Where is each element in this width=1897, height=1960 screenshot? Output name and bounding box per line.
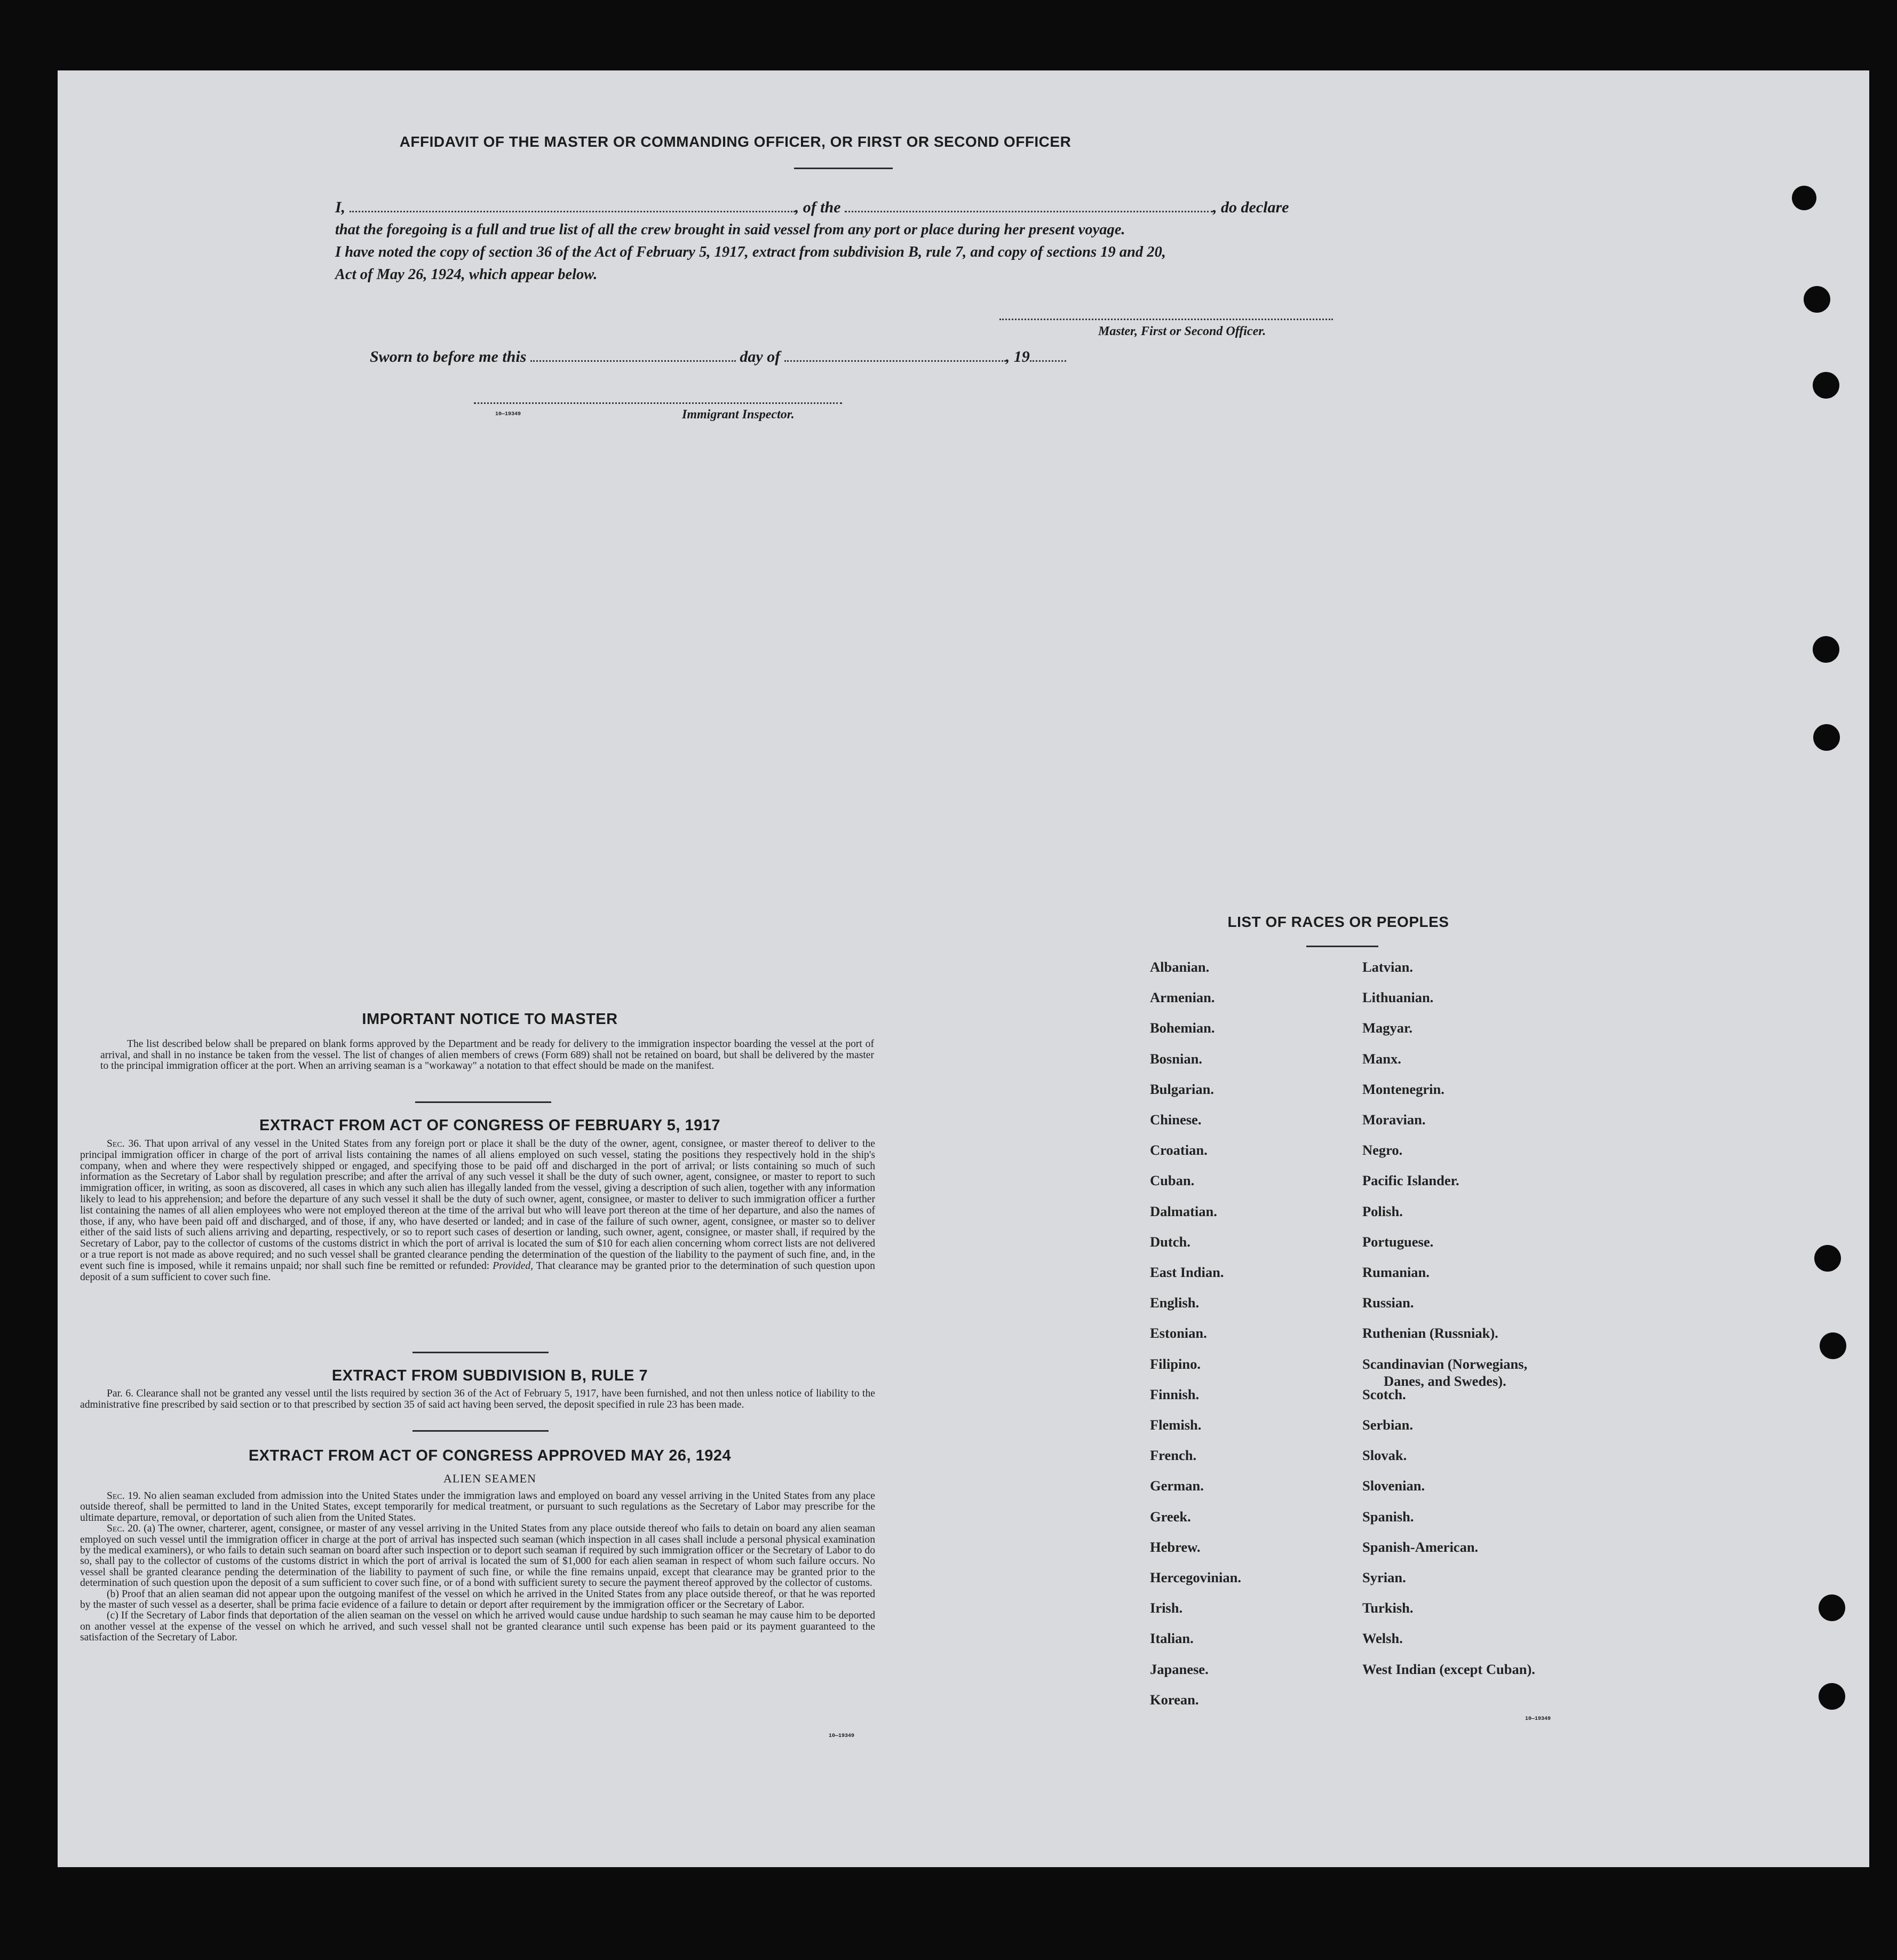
- day-blank: [530, 360, 736, 362]
- race-item: German.: [1150, 1478, 1204, 1494]
- race-item: Lithuanian.: [1362, 989, 1434, 1005]
- race-item: Scandinavian (Norwegians,: [1362, 1356, 1528, 1372]
- race-item: Japanese.: [1150, 1661, 1209, 1677]
- race-item: Latvian.: [1362, 959, 1413, 975]
- sec36-text: That upon arrival of any vessel in the United States from any foreign port or place it shall be the duty of the owner, agent, consignee, or master thereof to deliver to the principal immigration officer in charge of the port of arrival lists containing the names of all aliens employed on such vessel, stating the positions they respectively hold in the ship's company, when and where they were respectively shipped or engaged, and specifying those to be paid off and discharged in the port of arrival; or lists containing so much of such information as the Secretary of Labor shall by regulation prescribe; and after the arrival of any such vessel it shall be the duty of such owner, agent, consignee, or master to report to such immigration officer, in writing, as soon as discovered, all cases in which any such alien has illegally landed from the vessel, giving a description of such alien, together with any information likely to lead to his apprehension; and before the departure of any such vessel it shall be the duty of such owner, agent, consignee, or master to deliver to such immigration officer a further list containing the names of all alien employees who were not employed thereon at the time of the arrival but who will leave port thereon at the time of her departure, and also the names of those, if any, who have been paid off and discharged, and of those, if any, who have deserted or landed; and in case of the failure of such owner, agent, consignee, or master so to deliver either of the said lists of such aliens arriving and departing, respectively, or so to report such cases of desertion or landing, such owner, agent, consignee, or master shall, if required by the Secretary of Labor, pay to the collector of customs of the customs district in which the port of arrival is located the sum of $10 for each alien concerning whom correct lists are not delivered or a true report is not made as above required; and no such vessel shall be granted clearance pending the determination of the question of the liability to the payment of such fine, and, in the event such fine is imposed, while it remains unpaid; nor shall such fine be remitted or refunded:: [80, 1138, 876, 1272]
- rule-1917: [412, 1352, 549, 1353]
- race-item: Chinese.: [1150, 1112, 1202, 1128]
- notice-text: The list described below shall be prepared on blank forms approved by the Department and be ready for delivery to the immigration inspector boarding the vessel at the port of arrival, and shall in no instance be taken from the vessel. The list of changes of alien members of crews (Form 689) shall not be retained on board, but shall be delivered by the master to the principal immigration officer at the port. When an arriving seaman is a "workaway" a notation to that effect should be made on the manifest.: [100, 1038, 874, 1072]
- sworn-line: [370, 348, 1066, 366]
- race-item: Polish.: [1362, 1203, 1403, 1219]
- signature-line: [999, 319, 1333, 320]
- race-item: Dalmatian.: [1150, 1203, 1217, 1219]
- affidavit-i: I,: [335, 199, 346, 216]
- race-item: Bulgarian.: [1150, 1081, 1215, 1097]
- title-rule: [794, 168, 893, 169]
- signature-caption: Master, First or Second Officer.: [1098, 324, 1266, 338]
- rule-rule7: [412, 1430, 549, 1432]
- inspector-caption: Immigrant Inspector.: [682, 408, 795, 422]
- extract-1924-title: EXTRACT FROM ACT OF CONGRESS APPROVED MAY 26, 1924: [248, 1447, 732, 1464]
- extract-rule7-title: EXTRACT FROM SUBDIVISION B, RULE 7: [331, 1367, 648, 1384]
- year-prefix: , 19: [1005, 348, 1030, 366]
- extract-1917-body: [80, 1139, 875, 1283]
- affidavit-line-3: I have noted the copy of section 36 of the Act of February 5, 1917, extract from subdivision B, rule 7, and copy of sections 19 and 20,: [335, 244, 1166, 260]
- notice-title: IMPORTANT NOTICE TO MASTER: [362, 1011, 618, 1028]
- binder-hole: [1813, 636, 1839, 663]
- races-rule: [1306, 946, 1378, 947]
- extract-rule7-body: [80, 1388, 875, 1411]
- race-item: Italian.: [1150, 1630, 1194, 1646]
- sworn-before: Sworn to before me this: [370, 348, 527, 366]
- binder-hole: [1792, 186, 1816, 210]
- day-of: day of: [740, 348, 781, 366]
- race-item: Magyar.: [1362, 1020, 1412, 1036]
- name-blank: [350, 211, 795, 212]
- affidavit-line-2: that the foregoing is a full and true list of all the crew brought in said vessel from any port or place during her present voyage.: [335, 221, 1125, 238]
- race-item: Montenegrin.: [1362, 1081, 1444, 1097]
- extract-1917-title: EXTRACT FROM ACT OF CONGRESS OF FEBRUARY 5, 1917: [259, 1117, 721, 1134]
- race-item: Finnish.: [1150, 1386, 1200, 1402]
- race-item: Slovak.: [1362, 1447, 1407, 1463]
- binder-hole: [1819, 1594, 1845, 1621]
- race-item: Albanian.: [1150, 959, 1210, 975]
- race-item: Ruthenian (Russniak).: [1362, 1325, 1498, 1341]
- race-item: Estonian.: [1150, 1325, 1207, 1341]
- binder-hole: [1814, 1245, 1841, 1272]
- sec20b-text: (b) Proof that an alien seaman did not appear upon the outgoing manifest of the vessel on which he arrived in the United States from any place outside thereof, or that he was reported by the master of such vessel as a deserter, shall be prima facie evidence of a failure to detain or deport after requirement by the immigration officer or the Secretary of Labor.: [80, 1588, 875, 1611]
- race-item: Moravian.: [1362, 1112, 1426, 1128]
- sec36-label: Sec. 36.: [107, 1138, 141, 1149]
- proviso-word: Provided,: [493, 1260, 534, 1272]
- race-item: Spanish-American.: [1362, 1539, 1479, 1555]
- race-item: Cuban.: [1150, 1172, 1195, 1188]
- race-item: Portuguese.: [1362, 1234, 1434, 1250]
- race-item: Bosnian.: [1150, 1051, 1202, 1067]
- race-item: Flemish.: [1150, 1417, 1202, 1433]
- binder-hole: [1820, 1332, 1846, 1359]
- rule7-text: Par. 6. Clearance shall not be granted any vessel until the lists required by section 36 of the Act of February 5, 1917, have been furnished, and not then unless notice of liability to the administrative fine prescribed by said section or to that prescribed by section 35 of said act having been served, the deposit specified in rule 23 has been made.: [80, 1388, 875, 1410]
- vessel-blank: [845, 211, 1213, 212]
- race-item: Rumanian.: [1362, 1264, 1430, 1280]
- race-item: French.: [1150, 1447, 1197, 1463]
- sec36-text-end: That clearance may be granted prior to the determination of such question upon deposit of a sum sufficient to cover such fine.: [80, 1260, 875, 1283]
- affidavit-form-number: 10—19349: [495, 411, 521, 417]
- race-item: Spanish.: [1362, 1509, 1414, 1525]
- affidavit-of-the: , of the: [795, 199, 841, 216]
- race-item: Hercegovinian.: [1150, 1569, 1242, 1585]
- race-item: Danes, and Swedes).: [1384, 1373, 1506, 1389]
- affidavit-title: AFFIDAVIT OF THE MASTER OR COMMANDING OFFICER, OR FIRST OR SECOND OFFICER: [399, 133, 1071, 150]
- sec20c-text: (c) If the Secretary of Labor finds that deportation of the alien seaman on the vessel on which he arrived would cause undue hardship to such seaman he may cause him to be deported on another vessel at the expense of the vessel on which he arrived, and such vessel shall not be granted clearance until such expense has been paid or its payment guaranteed to the satisfaction of the Secretary of Labor.: [80, 1610, 875, 1644]
- sec20-label: Sec. 20.: [107, 1523, 141, 1535]
- races-form-number: 10—19349: [1525, 1716, 1551, 1722]
- document-page: [58, 70, 1869, 1867]
- race-item: Turkish.: [1362, 1600, 1414, 1616]
- race-item: Slovenian.: [1362, 1478, 1425, 1494]
- extract-form-number: 10—19349: [829, 1733, 855, 1739]
- race-item: East Indian.: [1150, 1264, 1224, 1280]
- race-item: Korean.: [1150, 1692, 1199, 1708]
- binder-hole: [1819, 1683, 1845, 1710]
- race-item: Bohemian.: [1150, 1020, 1215, 1036]
- binder-hole: [1813, 724, 1840, 751]
- sec20a-text: (a) The owner, charterer, agent, consignee, or master of any vessel arriving in the United States from any place outside thereof who fails to detain on board any alien seaman employed on such vessel until the immigration officer in charge at the port of arrival has inspected such seaman (which inspection in all cases shall include a personal physical examination by the medical examiners), or who fails to detain such seaman on board after such inspection or to deport such seaman if required by such immigration officer or the Secretary of Labor to do so, shall pay to the collector of customs of the customs district in which the port of arrival is located the sum of $1,000 for each alien seaman in respect of whom such failure occurs. No vessel shall be granted clearance pending the determination of the liability to payment of such fine, or while the fine remains unpaid, except that clearance may be granted prior to the determination of such question upon the deposit of a sum sufficient to cover such fine, or of a bond with sufficient surety to secure the payment thereof approved by the collector of customs.: [80, 1523, 875, 1589]
- race-item: English.: [1150, 1295, 1200, 1311]
- race-item: Armenian.: [1150, 989, 1215, 1005]
- binder-hole: [1813, 372, 1839, 399]
- binder-hole: [1804, 286, 1830, 313]
- extract-1924-body: [80, 1491, 875, 1644]
- race-item: Dutch.: [1150, 1234, 1190, 1250]
- affidavit-line-4: Act of May 26, 1924, which appear below.: [335, 266, 598, 283]
- notice-body: [100, 1039, 874, 1072]
- notice-rule: [415, 1101, 551, 1103]
- race-item: Negro.: [1362, 1142, 1403, 1158]
- race-item: Serbian.: [1362, 1417, 1413, 1433]
- races-title: LIST OF RACES OR PEOPLES: [1227, 914, 1449, 930]
- year-blank: [1030, 360, 1066, 362]
- race-item: Welsh.: [1362, 1630, 1403, 1646]
- race-item: West Indian (except Cuban).: [1362, 1661, 1535, 1677]
- race-item: Irish.: [1150, 1600, 1183, 1616]
- race-item: Scotch.: [1362, 1386, 1406, 1402]
- race-item: Syrian.: [1362, 1569, 1406, 1585]
- race-item: Pacific Islander.: [1362, 1172, 1459, 1188]
- race-item: Russian.: [1362, 1295, 1414, 1311]
- affidavit-declare: , do declare: [1213, 199, 1289, 216]
- sec19-text: No alien seaman excluded from admission into the United States under the immigration laws and employed on board any vessel arriving in the United States from any place outside thereof, shall be permitted to land in the United States, except temporarily for medical treatment, or pursuant to such regulations as the Secretary of Labor may prescribe for the ultimate departure, removal, or deportation of such alien from the United States.: [80, 1490, 876, 1523]
- race-item: Manx.: [1362, 1051, 1401, 1067]
- month-blank: [784, 360, 1006, 362]
- race-item: Hebrew.: [1150, 1539, 1201, 1555]
- race-item: Filipino.: [1150, 1356, 1201, 1372]
- race-item: Croatian.: [1150, 1142, 1208, 1158]
- affidavit-line-1: [335, 199, 1410, 217]
- races-column-1: [1150, 959, 1353, 1791]
- extract-1924-subtitle: ALIEN SEAMEN: [443, 1472, 536, 1485]
- inspector-line: [474, 402, 842, 404]
- sec19-label: Sec. 19.: [107, 1490, 141, 1502]
- race-item: Greek.: [1150, 1509, 1191, 1525]
- races-column-2: [1362, 959, 1640, 1791]
